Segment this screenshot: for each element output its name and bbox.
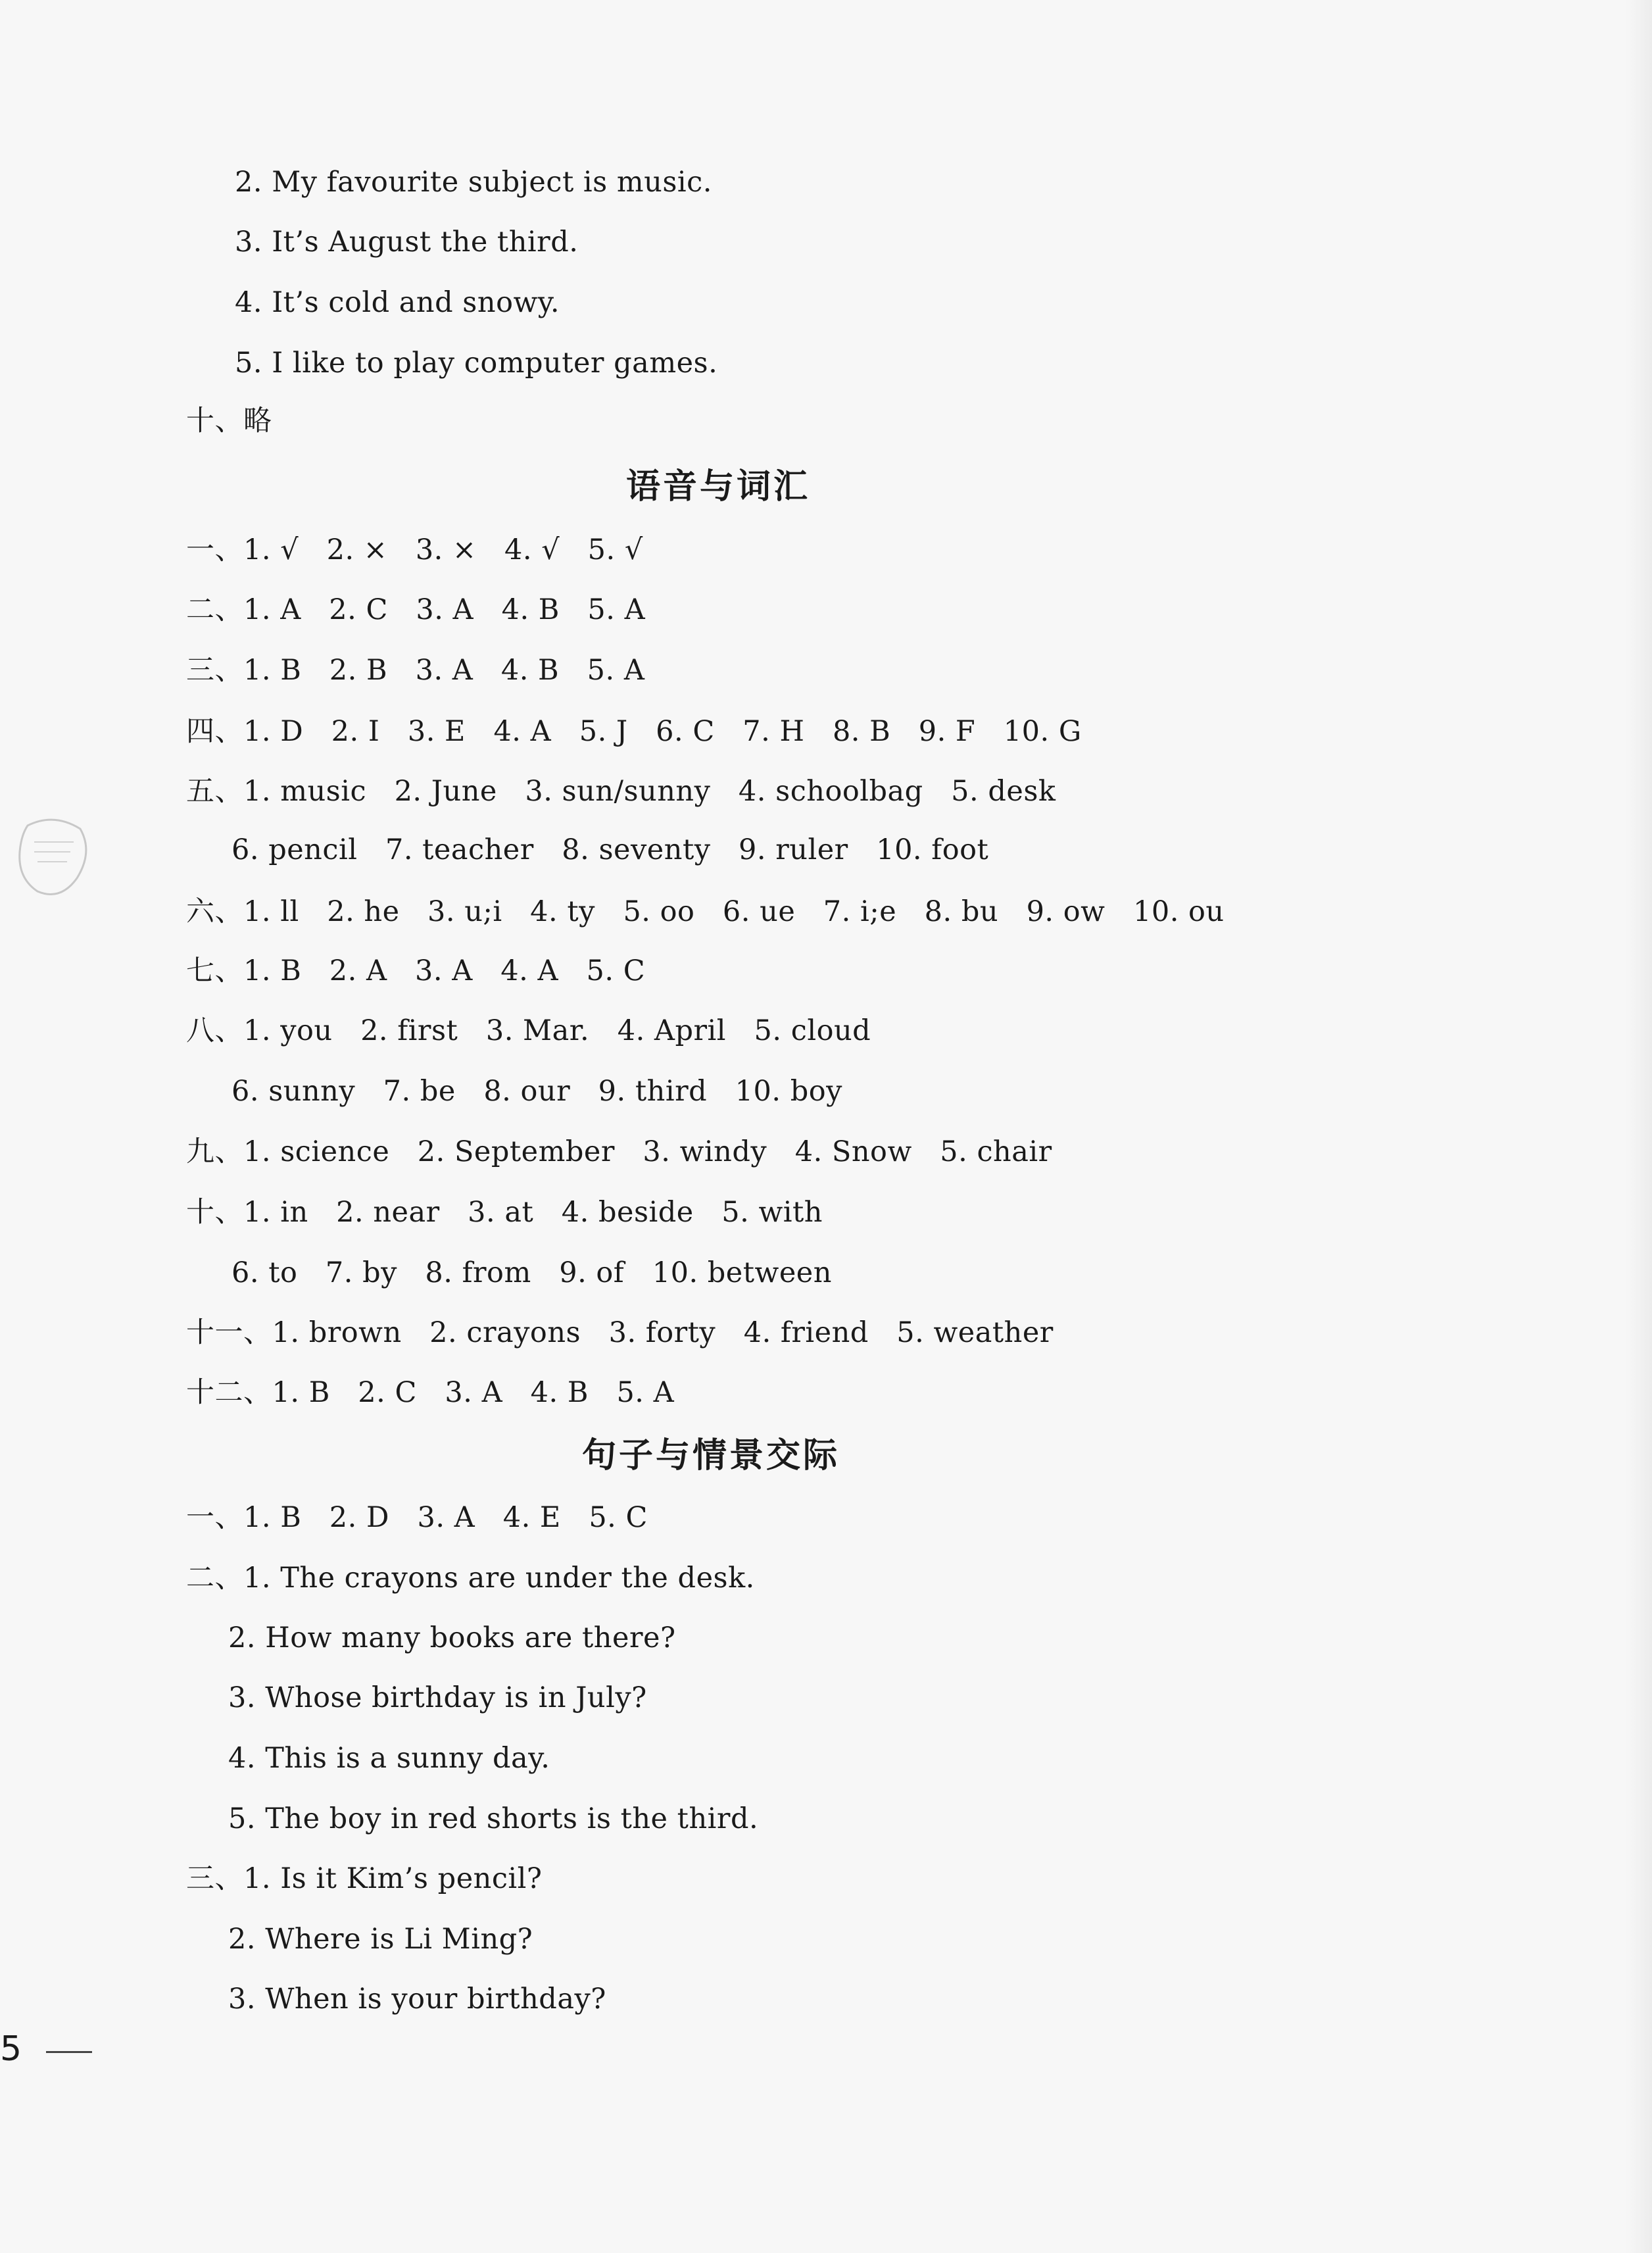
stamp-mark: [14, 812, 90, 904]
answer-line: 5. The boy in red shorts is the third.: [228, 1802, 759, 1835]
answer-line: 四、1. D 2. I 3. E 4. A 5. J 6. C 7. H 8. B 9. F 10. G: [186, 715, 1082, 748]
answer-line: 十一、1. brown 2. crayons 3. forty 4. friend 5. weather: [186, 1316, 1054, 1349]
section-heading-sentences: 句子与情景交际: [582, 1436, 840, 1475]
answer-line: 6. sunny 7. be 8. our 9. third 10. boy: [231, 1075, 842, 1108]
answer-line: 4. It’s cold and snowy.: [235, 286, 560, 319]
answer-line: 三、1. Is it Kim’s pencil?: [186, 1862, 543, 1895]
page-edge-shadow: [1626, 0, 1652, 2253]
answer-line: 6. pencil 7. teacher 8. seventy 9. ruler 10. foot: [231, 833, 989, 866]
page-number: 5: [0, 2029, 22, 2069]
answer-line: 六、1. ll 2. he 3. u;i 4. ty 5. oo 6. ue 7. i;e 8. bu 9. ow 10. ou: [186, 895, 1225, 928]
answer-line: 5. I like to play computer games.: [235, 347, 718, 380]
answer-line: 2. My favourite subject is music.: [235, 166, 712, 199]
answer-line: 八、1. you 2. first 3. Mar. 4. April 5. cloud: [186, 1014, 871, 1047]
answer-line: 二、1. The crayons are under the desk.: [186, 1562, 755, 1595]
answer-line: 4. This is a sunny day.: [228, 1742, 550, 1775]
answer-line: 3. It’s August the third.: [235, 226, 579, 259]
answer-line: 一、1. √ 2. × 3. × 4. √ 5. √: [186, 533, 643, 566]
answer-line: 一、1. B 2. D 3. A 4. E 5. C: [186, 1501, 648, 1534]
answer-line: 2. How many books are there?: [228, 1622, 676, 1654]
answer-line: 3. Whose birthday is in July?: [228, 1681, 647, 1714]
answer-line: 2. Where is Li Ming?: [228, 1923, 533, 1956]
answer-line: 十、1. in 2. near 3. at 4. beside 5. with: [186, 1196, 823, 1229]
page-number-dash: [46, 2051, 92, 2053]
answer-line: 6. to 7. by 8. from 9. of 10. between: [231, 1256, 832, 1289]
section-heading-vocab: 语音与词汇: [626, 467, 811, 507]
answer-line: 三、1. B 2. B 3. A 4. B 5. A: [186, 654, 645, 687]
section-label: 十、略: [186, 405, 272, 437]
answer-line: 七、1. B 2. A 3. A 4. A 5. C: [186, 954, 646, 987]
answer-line: 九、1. science 2. September 3. windy 4. Snow 5. chair: [186, 1135, 1052, 1168]
answer-line: 十二、1. B 2. C 3. A 4. B 5. A: [186, 1376, 675, 1409]
answer-line: 五、1. music 2. June 3. sun/sunny 4. schoolbag 5. desk: [186, 775, 1056, 808]
answer-line: 二、1. A 2. C 3. A 4. B 5. A: [186, 593, 646, 626]
answer-line: 3. When is your birthday?: [228, 1983, 606, 2016]
